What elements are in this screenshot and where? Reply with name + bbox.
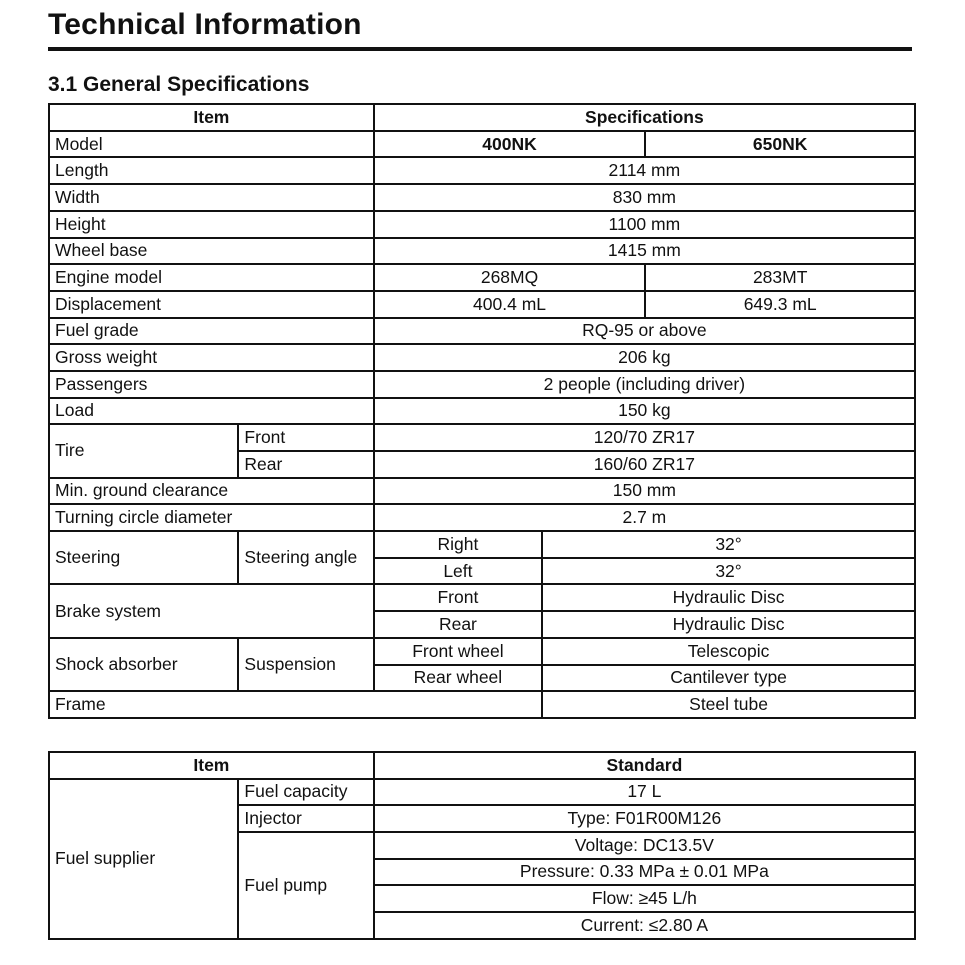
engine-model-650nk-cell: 283MT (645, 264, 915, 291)
gross-weight-value-cell: 206 kg (374, 344, 915, 371)
fuel-supplier-label-cell: Fuel supplier (49, 779, 238, 939)
shock-rear-wheel-value-cell: Cantilever type (542, 665, 915, 692)
table-row-passengers (49, 371, 915, 398)
fuel-table-header-row (49, 752, 915, 779)
injector-value-cell: Type: F01R00M126 (374, 805, 915, 832)
fuel-pump-flow-cell: Flow: ≥45 L/h (374, 885, 915, 912)
fuel-header-standard-cell: Standard (374, 752, 915, 779)
table-row-fuel-grade (49, 318, 915, 345)
tire-rear-label-cell: Rear (238, 451, 373, 478)
model-400nk-cell: 400NK (374, 131, 646, 158)
height-value-cell: 1100 mm (374, 211, 915, 238)
tire-front-value-cell: 120/70 ZR17 (374, 424, 915, 451)
table-row-brake-front (49, 584, 915, 611)
table-row-min-ground-clearance (49, 478, 915, 505)
injector-label-cell: Injector (238, 805, 373, 832)
steering-right-label-cell: Right (374, 531, 542, 558)
engine-model-400nk-cell: 268MQ (374, 264, 646, 291)
table-row-tire-front (49, 424, 915, 451)
turning-circle-diameter-value-cell: 2.7 m (374, 504, 915, 531)
shock-front-wheel-value-cell: Telescopic (542, 638, 915, 665)
turning-circle-diameter-label-cell: Turning circle diameter (49, 504, 374, 531)
min-ground-clearance-value-cell: 150 mm (374, 478, 915, 505)
header-specifications-cell: Specifications (374, 104, 915, 131)
table-row-fuel-capacity (49, 779, 915, 806)
model-label-cell: Model (49, 131, 374, 158)
table-row-gross-weight (49, 344, 915, 371)
gross-weight-label-cell: Gross weight (49, 344, 374, 371)
frame-label-cell: Frame (49, 691, 542, 718)
header-item-cell: Item (49, 104, 374, 131)
brake-rear-label-cell: Rear (374, 611, 542, 638)
displacement-650nk-cell: 649.3 mL (645, 291, 915, 318)
table-row-width (49, 184, 915, 211)
displacement-label-cell: Displacement (49, 291, 374, 318)
brake-front-label-cell: Front (374, 584, 542, 611)
table-row-wheel-base (49, 238, 915, 265)
model-650nk-cell: 650NK (645, 131, 915, 158)
table-row-engine-model (49, 264, 915, 291)
brake-rear-value-cell: Hydraulic Disc (542, 611, 915, 638)
wheel-base-label-cell: Wheel base (49, 238, 374, 265)
passengers-value-cell: 2 people (including driver) (374, 371, 915, 398)
section-heading: 3.1 General Specifications (48, 73, 310, 96)
steering-left-value-cell: 32° (542, 558, 915, 585)
table-row-model (49, 131, 915, 158)
fuel-supplier-table (48, 751, 916, 940)
passengers-label-cell: Passengers (49, 371, 374, 398)
steering-right-value-cell: 32° (542, 531, 915, 558)
length-value-cell: 2114 mm (374, 157, 915, 184)
brake-front-value-cell: Hydraulic Disc (542, 584, 915, 611)
suspension-label-cell: Suspension (238, 638, 373, 691)
table-row-steering-right (49, 531, 915, 558)
steering-angle-label-cell: Steering angle (238, 531, 373, 584)
width-label-cell: Width (49, 184, 374, 211)
frame-value-cell: Steel tube (542, 691, 915, 718)
table-row-height (49, 211, 915, 238)
fuel-capacity-value-cell: 17 L (374, 779, 915, 806)
min-ground-clearance-label-cell: Min. ground clearance (49, 478, 374, 505)
fuel-grade-value-cell: RQ-95 or above (374, 318, 915, 345)
fuel-pump-pressure-cell: Pressure: 0.33 MPa ± 0.01 MPa (374, 859, 915, 886)
displacement-400nk-cell: 400.4 mL (374, 291, 646, 318)
table-gap (48, 719, 913, 751)
tire-label-cell: Tire (49, 424, 238, 477)
tire-front-label-cell: Front (238, 424, 373, 451)
general-specifications-table (48, 103, 916, 719)
shock-front-wheel-label-cell: Front wheel (374, 638, 542, 665)
shock-rear-wheel-label-cell: Rear wheel (374, 665, 542, 692)
table-row-displacement (49, 291, 915, 318)
table-row-frame (49, 691, 915, 718)
width-value-cell: 830 mm (374, 184, 915, 211)
load-value-cell: 150 kg (374, 398, 915, 425)
steering-left-label-cell: Left (374, 558, 542, 585)
table-row-load (49, 398, 915, 425)
tire-rear-value-cell: 160/60 ZR17 (374, 451, 915, 478)
engine-model-label-cell: Engine model (49, 264, 374, 291)
fuel-pump-voltage-cell: Voltage: DC13.5V (374, 832, 915, 859)
wheel-base-value-cell: 1415 mm (374, 238, 915, 265)
table-row-turning-circle-diameter (49, 504, 915, 531)
page-title: Technical Information (48, 8, 912, 51)
table-row-shock-front (49, 638, 915, 665)
fuel-header-item-cell: Item (49, 752, 374, 779)
fuel-pump-label-cell: Fuel pump (238, 832, 373, 939)
table-header-row (49, 104, 915, 131)
fuel-pump-current-cell: Current: ≤2.80 A (374, 912, 915, 939)
fuel-capacity-label-cell: Fuel capacity (238, 779, 373, 806)
height-label-cell: Height (49, 211, 374, 238)
fuel-grade-label-cell: Fuel grade (49, 318, 374, 345)
table-row-length (49, 157, 915, 184)
brake-system-label-cell: Brake system (49, 584, 374, 637)
load-label-cell: Load (49, 398, 374, 425)
length-label-cell: Length (49, 157, 374, 184)
steering-label-cell: Steering (49, 531, 238, 584)
shock-absorber-label-cell: Shock absorber (49, 638, 238, 691)
